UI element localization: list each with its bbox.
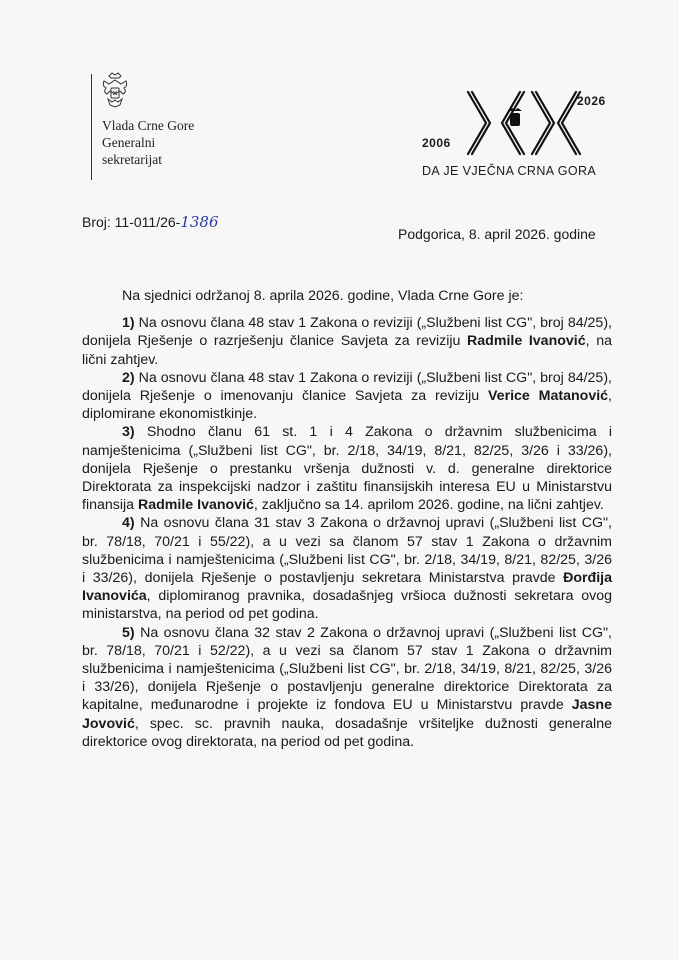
intro-paragraph: Na sjednici održanoj 8. aprila 2026. godine, Vlada Crne Gore je:	[122, 288, 524, 304]
item-number: 4)	[122, 515, 135, 532]
item-person-name: Verice Matanović	[488, 388, 609, 405]
reference-number	[82, 213, 219, 231]
item-person-name: Đorđija Ivanovića	[82, 570, 612, 605]
decision-item	[82, 314, 612, 369]
institution-line: Generalni	[102, 135, 156, 150]
item-text: Na osnovu člana 31 stav 3 Zakona o državnoj upravi („Službeni list CG", br. 78/18, 70/21 i 55/22), a u vezi sa članom 57 stav 1 Zakona o državnim službenicima i namještenicima („Službeni list CG", br. 2/18, 34/19, 8/21, 82/25, 3/26 i 33/26), donijela Rješenje o postavljenju sekretara Ministarstva pravde	[82, 515, 612, 587]
item-text-end: , na lični zahtjev.	[82, 333, 612, 368]
coat-of-arms-icon	[100, 72, 130, 108]
decision-item	[82, 624, 612, 751]
header-divider	[91, 74, 92, 180]
item-text: Na osnovu člana 32 stav 2 Zakona o državnoj upravi („Službeni list CG", br. 78/18, 70/21 i 52/22), a u vezi sa članom 57 stav 1 Zakona o državnim službenicima i namještenicima („Službeni list CG", br. 2/18, 34/19, 8/21, 82/25, 3/26 i 33/26), donijela Rješenje o postavljenju generalne direktorice Direktorata za kapitalne, međunarodne i projekte iz fondova EU u Ministarstvu pravde	[82, 624, 612, 714]
logo-year-end: 2026	[577, 94, 606, 108]
decision-item	[82, 423, 612, 514]
logo-motto: DA JE VJEČNA CRNA GORA	[422, 164, 597, 178]
institution-line: sekretarijat	[102, 152, 162, 167]
anniversary-logo	[420, 88, 620, 183]
decision-item	[82, 514, 612, 623]
document-body	[82, 287, 612, 751]
item-text-end: , zaključno sa 14. aprilom 2026. godine, na lični zahtjev.	[253, 497, 604, 514]
item-number: 3)	[122, 424, 135, 441]
item-person-name: Radmile Ivanović	[467, 333, 586, 350]
item-person-name: Radmile Ivanović	[138, 497, 254, 514]
logo-year-start: 2006	[422, 136, 451, 150]
crest-icon	[508, 108, 522, 126]
item-number: 1)	[122, 315, 135, 332]
item-text-end: , diplomirane ekonomistkinje.	[82, 388, 612, 423]
reference-label: Broj: 11-011/26-	[82, 214, 181, 230]
item-person-name: Jasne Jovović	[82, 697, 612, 732]
institution-header	[80, 72, 250, 182]
decision-item	[82, 369, 612, 424]
institution-name	[102, 117, 194, 168]
item-text-end: , spec. sc. pravnih nauka, dosadašnje vršiteljke dužnosti generalne direktorice ovog direktorata, na period od pet godina.	[82, 715, 612, 750]
item-text: Na osnovu člana 48 stav 1 Zakona o reviziji („Službeni list CG", broj 84/25), donijela Rješenje o imenovanju članice Savjeta za reviziju	[82, 369, 612, 405]
document-date: Podgorica, 8. april 2026. godine	[398, 226, 596, 242]
item-number: 5)	[122, 624, 135, 641]
item-text: Shodno članu 61 st. 1 i 4 Zakona o državnim službenicima i namještenicima („Službeni list CG", br. 2/18, 34/19, 8/21, 82/25, 3/26 i 33/26), donijela Rješenje o prestanku vršenja dužnosti v. d. generalne direktorice Direktorata za inspekcijski nadzor i zaštitu finansijskih interesa EU u Ministarstvu finansija	[82, 424, 612, 514]
item-number: 2)	[122, 369, 135, 386]
institution-line: Vlada Crne Gore	[102, 118, 195, 133]
item-text-end: , diplomiranog pravnika, dosadašnjeg vršioca dužnosti sekretara ovog ministarstva, na period od pet godina.	[82, 588, 612, 623]
item-text: Na osnovu člana 48 stav 1 Zakona o reviziji („Službeni list CG", broj 84/25), donijela Rješenje o razrješenju članice Savjeta za reviziju	[82, 315, 612, 350]
handwritten-number: 1386	[180, 213, 219, 231]
